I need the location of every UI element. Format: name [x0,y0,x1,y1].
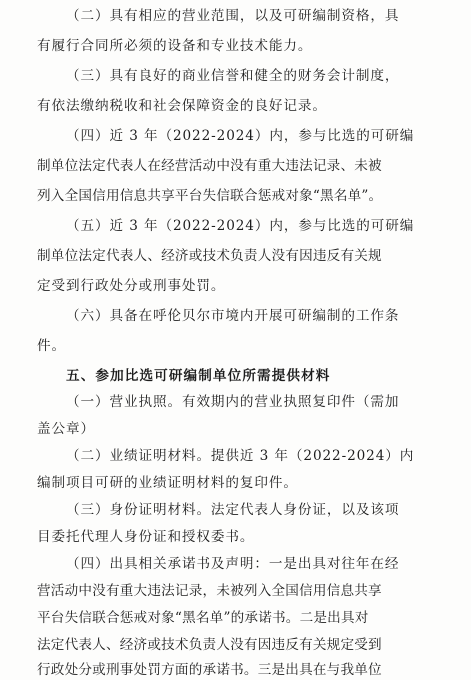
text-line: 盖公章） [37,421,95,437]
text-line: （五）近 3 年（2022-2024）内，参与比选的可研编 [66,218,415,234]
text-line: 行政处分或刑事处罚方面的承诺书。三是出具在与我单位 [37,662,382,678]
text-line: 列入全国信用信息共享平台失信联合惩戒对象“黑名单”。 [37,188,383,204]
text-line: 营活动中没有重大违法记录，未被列入全国信用信息共享 [37,583,382,599]
text-line: （三）具有良好的商业信誉和健全的财务会计制度， [66,68,400,84]
text-line: 有依法缴纳税收和社会保障资金的良好记录。 [37,98,327,114]
text-line: （三）身份证明材料。法定代表人身份证，以及该项 [66,502,400,518]
text-line: （六）具备在呼伦贝尔市境内开展可研编制的工作条 [66,308,400,324]
text-line: 编制项目可研的业绩证明材料的复印件。 [37,475,298,491]
text-line: 定受到行政处分或刑事处罚。 [37,278,226,294]
text-line: （一）营业执照。有效期内的营业执照复印件（需加 [66,394,400,410]
text-line: （四）近 3 年（2022-2024）内，参与比选的可研编 [66,128,415,144]
text-line: （二）业绩证明材料。提供近 3 年（2022-2024）内 [66,448,415,464]
text-line: （四）出具相关承诺书及声明：一是出具对往年在经 [66,556,400,572]
section-heading: 五、参加比选可研编制单位所需提供材料 [66,368,331,384]
text-line: 法定代表人、经济或技术负责人没有因违反有关规定受到 [37,637,382,653]
text-line: 平台失信联合惩戒对象“黑名单”的承诺书。二是出具对 [37,610,369,626]
text-line: 目委托代理人身份证和授权委书。 [37,529,255,545]
text-line: 制单位法定代表人、经济或技术负责人没有因违反有关规 [37,248,382,264]
text-line: 制单位法定代表人在经营活动中没有重大违法记录、未被 [37,158,382,174]
text-line: （二）具有相应的营业范围，以及可研编制资格，具 [66,8,400,24]
text-line: 有履行合同所必须的设备和专业技术能力。 [37,38,313,54]
text-line: 件。 [37,338,66,354]
